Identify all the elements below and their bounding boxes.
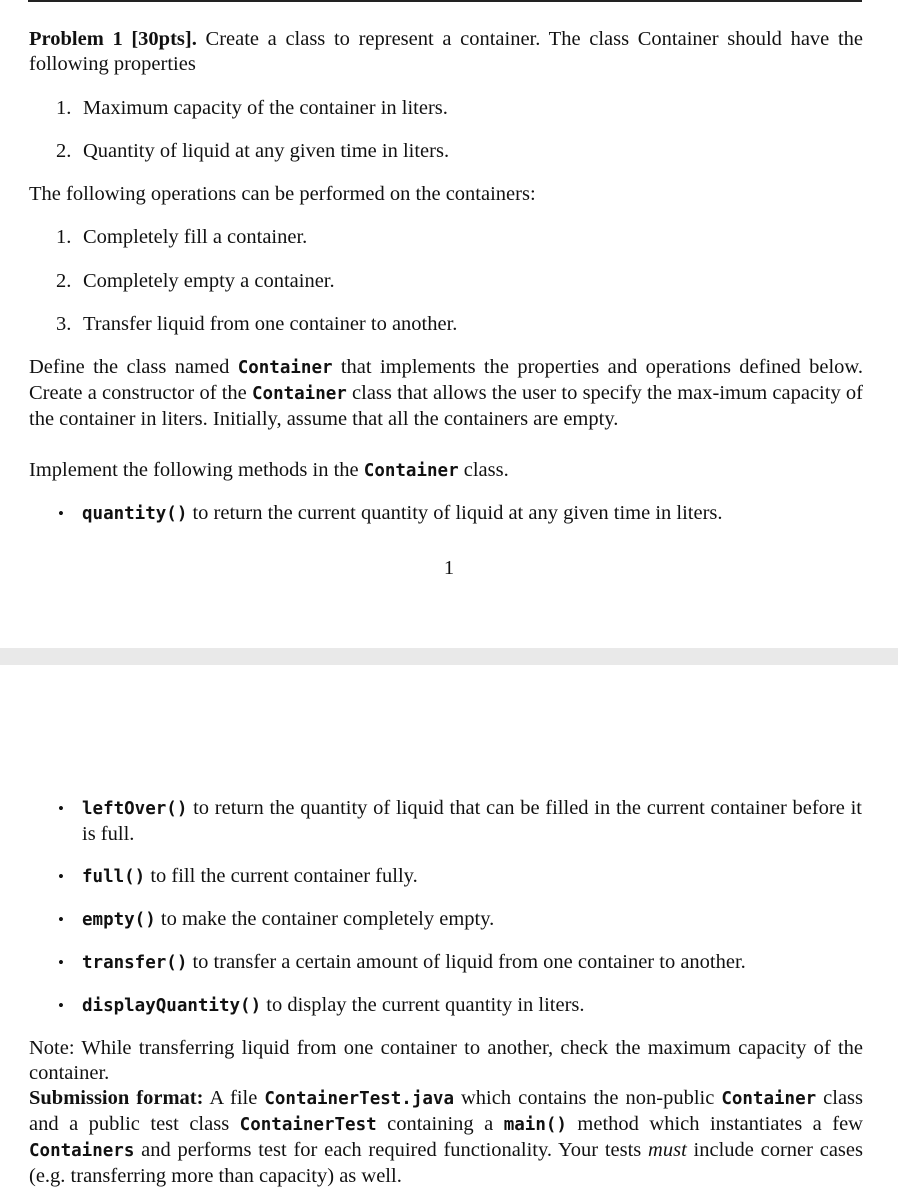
top-rule xyxy=(28,0,862,2)
define-text: class that allows the user to specify the max-imum capacity of the container in liters. Initially, assume that all the containers are empty. xyxy=(29,382,863,430)
submission-text: containing a xyxy=(376,1113,504,1135)
property-item xyxy=(56,139,862,164)
method-text: to make the container completely empty. xyxy=(155,908,495,930)
define-text: that implements the properties and operations defined below. Create a constructor of the xyxy=(29,356,864,404)
operation-item xyxy=(56,225,862,250)
method-text: to transfer a certain amount of liquid from one container to another. xyxy=(187,951,746,973)
method-text: to return the quantity of liquid that can be filled in the current container before it is full. xyxy=(82,797,862,845)
submission-label: Submission format: xyxy=(29,1087,204,1109)
problem-intro: Create a class to represent a container. The class Container should have the following properties xyxy=(29,28,863,75)
method-code: leftOver() xyxy=(82,799,188,819)
property-number: 1. xyxy=(56,97,72,119)
method-code: displayQuantity() xyxy=(82,996,262,1016)
bullet-icon: • xyxy=(58,799,64,818)
method-code: full() xyxy=(82,867,146,887)
method-code: quantity() xyxy=(82,504,188,524)
submission-text: which contains the non-public xyxy=(454,1087,722,1109)
define-text: Define the class named xyxy=(29,356,238,378)
operations-intro: The following operations can be performed on the containers: xyxy=(29,183,536,205)
emphasis-must: must xyxy=(648,1139,687,1161)
operation-number: 1. xyxy=(56,226,72,248)
page-number: 1 xyxy=(443,557,455,579)
operation-item xyxy=(56,269,862,294)
implement-paragraph xyxy=(29,458,863,484)
operation-number: 3. xyxy=(56,313,72,335)
property-number: 2. xyxy=(56,140,72,162)
bullet-icon: • xyxy=(58,953,64,972)
note-paragraph: Note: While transferring liquid from one container to another, check the maximum capacity of the container. xyxy=(29,1037,863,1084)
submission-text: method which instantiates a few xyxy=(566,1113,863,1135)
problem-heading: Problem 1 [30pts]. xyxy=(29,28,197,50)
bullet-icon: • xyxy=(58,504,64,523)
problem-paragraph xyxy=(29,27,863,77)
method-text: to return the current quantity of liquid at any given time in liters. xyxy=(187,502,723,524)
bullet-icon: • xyxy=(58,910,64,929)
method-code: empty() xyxy=(82,910,156,930)
page-break xyxy=(0,648,898,665)
operation-text: Completely empty a container. xyxy=(83,270,335,292)
method-item xyxy=(82,864,862,890)
operation-number: 2. xyxy=(56,270,72,292)
method-text: to fill the current container fully. xyxy=(145,865,418,887)
method-code: transfer() xyxy=(82,953,188,973)
method-item xyxy=(82,501,862,527)
bullet-icon: • xyxy=(58,867,64,886)
code-containers: Containers xyxy=(29,1141,135,1161)
define-paragraph xyxy=(29,355,863,432)
submission-text: and performs test for each required functionality. Your tests xyxy=(134,1139,649,1161)
operation-text: Completely fill a container. xyxy=(83,226,308,248)
method-item xyxy=(82,950,862,976)
method-item xyxy=(82,796,862,847)
submission-text: class and a public test class xyxy=(29,1087,864,1135)
code-main: main() xyxy=(503,1115,567,1135)
code-container: Container xyxy=(721,1089,817,1109)
implement-text: Implement the following methods in the xyxy=(29,459,364,481)
code-test-class: ContainerTest xyxy=(239,1115,377,1135)
submission-text: A file xyxy=(203,1087,265,1109)
submission-paragraph xyxy=(29,1086,863,1189)
bullet-icon: • xyxy=(58,996,64,1015)
method-item xyxy=(82,907,862,933)
code-container: Container xyxy=(252,384,347,404)
implement-text: class. xyxy=(458,459,509,481)
operation-item xyxy=(56,312,862,337)
code-container: Container xyxy=(363,461,459,481)
method-text: to display the current quantity in liters. xyxy=(261,994,585,1016)
property-text: Maximum capacity of the container in liters. xyxy=(83,97,448,119)
operation-text: Transfer liquid from one container to another. xyxy=(83,313,458,335)
property-text: Quantity of liquid at any given time in liters. xyxy=(83,140,450,162)
method-item xyxy=(82,993,862,1019)
code-container: Container xyxy=(237,358,333,378)
code-filename: ContainerTest.java xyxy=(264,1089,454,1109)
submission-text: include corner cases (e.g. transferring more than capacity) as well. xyxy=(29,1139,863,1187)
property-item xyxy=(56,96,862,121)
